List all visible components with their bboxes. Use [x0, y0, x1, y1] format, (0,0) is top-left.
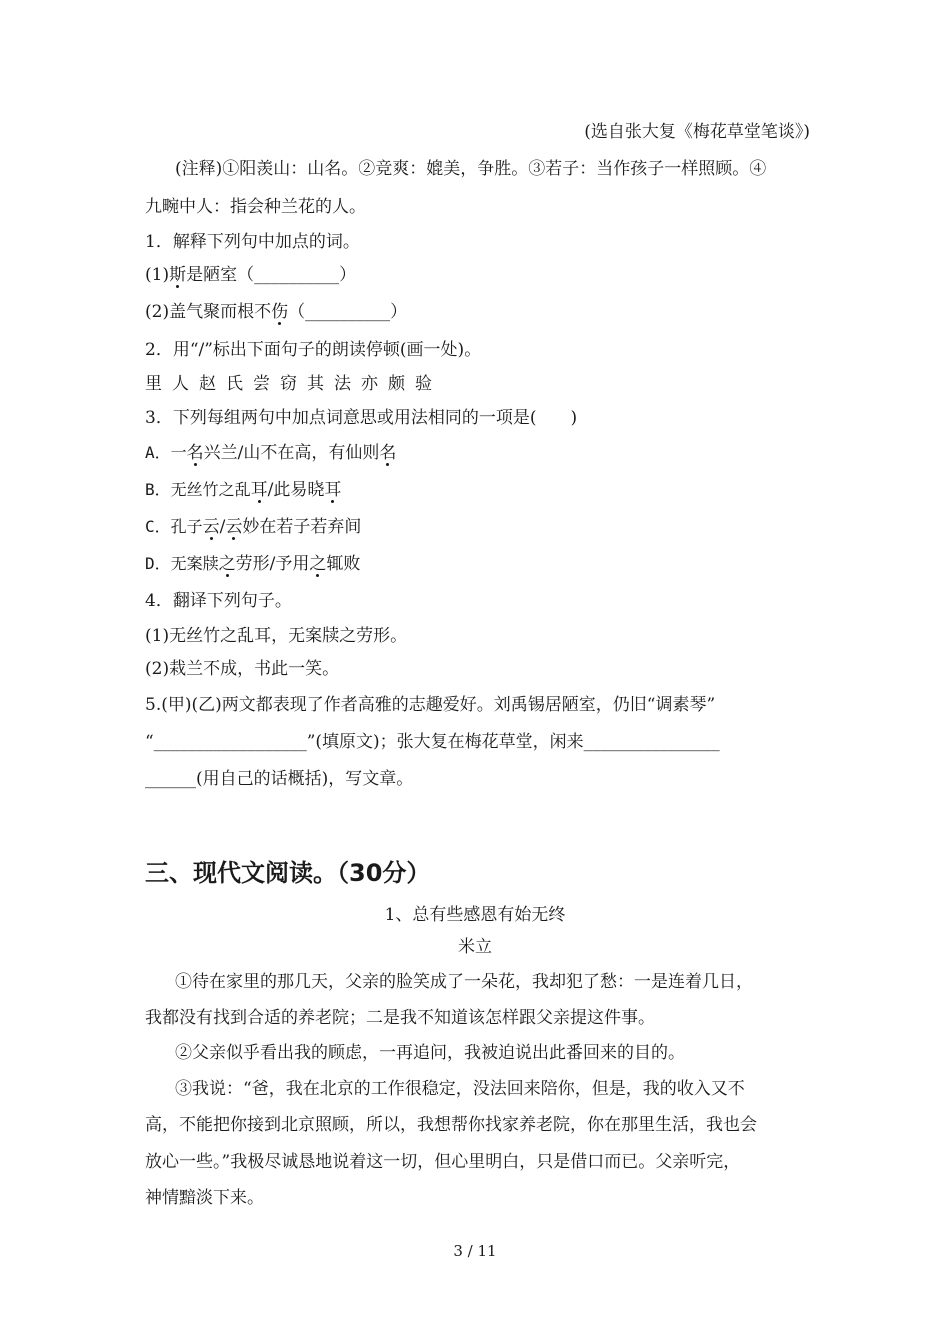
dotted-word: 之	[218, 554, 236, 574]
article-author: 米立	[458, 937, 492, 957]
page-number: 3 / 11	[453, 1242, 497, 1260]
option-text: 劳形/予用	[235, 554, 310, 574]
item-text: 是陋室（__________）	[186, 265, 357, 285]
option-text: /此易晓	[267, 480, 325, 500]
source-citation: (选自张大复《梅花草堂笔谈》)	[584, 122, 810, 142]
article-title: 1、总有些感恩有始无终	[384, 905, 566, 925]
option-prefix: D．无案牍	[145, 554, 219, 573]
question-2-sentence: 里人赵氏尝窃其法亦颇验	[145, 374, 442, 394]
item-prefix: (1)	[145, 265, 170, 285]
question-5-line-2: “__________________”(填原文)；张大复在梅花草堂，闲来________________	[145, 732, 720, 752]
paragraph-3-line-2: 高，不能把你接到北京照顾，所以，我想帮你找家养老院，你在那里生活，我也会	[145, 1115, 757, 1135]
question-4-sentence-2: (2)栽兰不成，书此一笑。	[145, 659, 340, 679]
question-4-stem: 4．翻译下列句子。	[145, 591, 292, 611]
option-text: /	[219, 517, 226, 537]
dotted-word: 斯	[169, 265, 187, 285]
notes-line-1: (注释)①阳羡山：山名。②竞爽：媲美，争胜。③若子：当作孩子一样照顾。④	[175, 159, 767, 179]
item-prefix: (2)盖气聚而根不	[145, 302, 272, 322]
option-c	[145, 515, 361, 539]
paragraph-3-line-3: 放心一些。”我极尽诚恳地说着这一切，但心里明白，只是借口而已。父亲听完，	[145, 1152, 741, 1172]
dotted-word: 伤	[271, 302, 289, 322]
question-4-sentence-1: (1)无丝竹之乱耳，无案牍之劳形。	[145, 626, 408, 646]
paragraph-1-line-2: 我都没有找到合适的养老院；二是我不知道该怎样跟父亲提这件事。	[145, 1008, 655, 1028]
paragraph-1-line-1: ①待在家里的那几天，父亲的脸笑成了一朵花，我却犯了愁：一是连着几日，	[175, 972, 753, 992]
paragraph-3-line-4: 神情黯淡下来。	[145, 1188, 264, 1208]
question-2-stem: 2．用“/”标出下面句子的朗读停顿(画一处)。	[145, 340, 482, 360]
question-3-stem: 3．下列每组两句中加点词意思或用法相同的一项是( )	[145, 408, 578, 428]
option-prefix: C．孔子	[145, 517, 203, 536]
question-1-stem: 1．解释下列句中加点的词。	[145, 232, 360, 252]
notes-line-2: 九畹中人：指会种兰花的人。	[145, 197, 366, 217]
question-5-line-3: ______(用自己的话概括)，写文章。	[145, 769, 414, 789]
item-text: （__________）	[288, 302, 408, 322]
dotted-word: 云	[202, 517, 220, 537]
question-1-item-1	[145, 263, 356, 287]
option-prefix: A．一	[145, 443, 187, 462]
dotted-word: 云	[225, 517, 243, 537]
option-b	[145, 478, 341, 502]
dotted-word: 耳	[324, 480, 342, 500]
option-text-end: 妙在若子若弃间	[242, 517, 362, 537]
dotted-word: 之	[309, 554, 327, 574]
option-text-end: 辄败	[326, 554, 361, 574]
dotted-word: 名	[186, 443, 204, 463]
section-heading: 三、现代文阅读。（30分）	[145, 859, 431, 887]
dotted-word: 名	[379, 443, 397, 463]
paragraph-3-line-1: ③我说：“爸，我在北京的工作很稳定，没法回来陪你，但是，我的收入又不	[175, 1079, 745, 1099]
question-5-line-1: 5.(甲)(乙)两文都表现了作者高雅的志趣爱好。刘禹锡居陋室，仍旧“调素琴”	[145, 695, 716, 715]
option-text: 兴兰/山不在高，有仙则	[203, 443, 380, 463]
dotted-word: 耳	[250, 480, 268, 500]
paragraph-2: ②父亲似乎看出我的顾虑，一再追问，我被迫说出此番回来的目的。	[175, 1043, 685, 1063]
option-prefix: B．无丝竹之乱	[145, 480, 251, 499]
question-1-item-2	[145, 300, 407, 324]
option-d	[145, 552, 360, 576]
option-a	[145, 441, 396, 465]
